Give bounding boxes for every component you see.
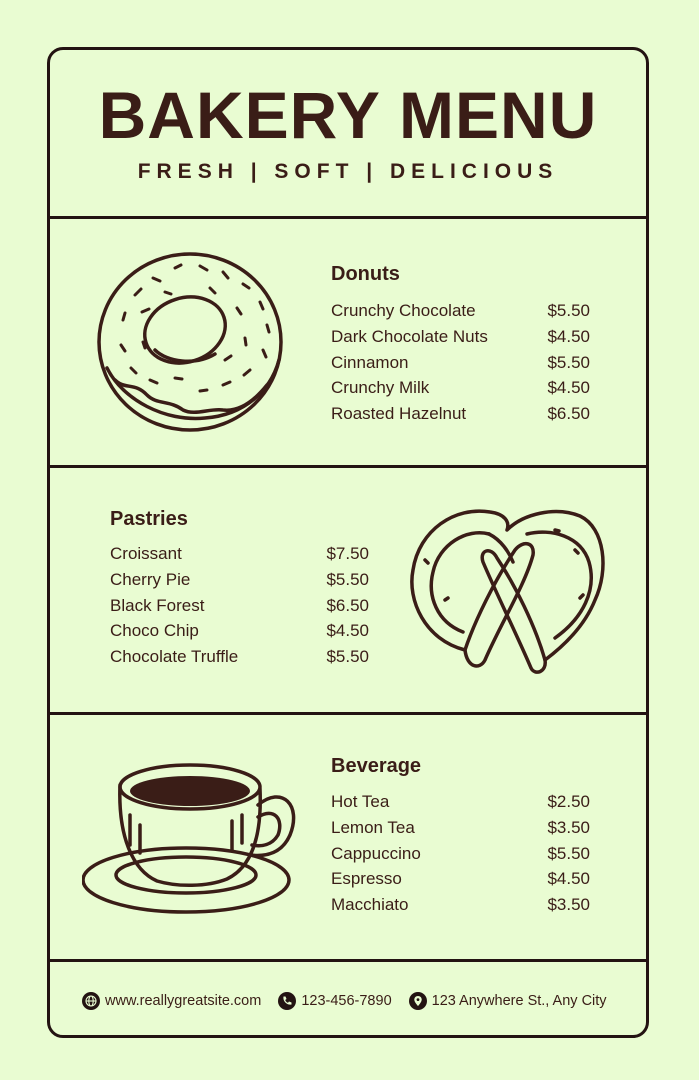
donuts-list	[331, 298, 590, 427]
item-price: $4.50	[547, 869, 590, 889]
pretzel-illustration	[405, 500, 610, 683]
menu-item	[331, 815, 590, 841]
section-title-beverage: Beverage	[331, 755, 422, 777]
menu-item	[110, 541, 369, 567]
item-price: $5.50	[547, 352, 590, 372]
menu-item	[110, 567, 369, 593]
item-price: $6.50	[326, 595, 369, 615]
item-name: Croissant	[110, 544, 182, 563]
website-contact[interactable]	[82, 992, 261, 1010]
phone-contact[interactable]	[278, 992, 391, 1010]
item-name: Hot Tea	[331, 792, 390, 811]
section-title-pastries: Pastries	[110, 508, 188, 530]
donut-illustration	[95, 250, 287, 439]
menu-item	[331, 892, 590, 918]
footer-contacts	[82, 988, 624, 1014]
item-name: Choco Chip	[110, 621, 199, 641]
item-name: Macchiato	[331, 895, 409, 915]
menu-item	[331, 350, 590, 376]
divider	[47, 712, 649, 715]
item-name: Espresso	[331, 869, 402, 889]
menu-title: BAKERY MENU	[98, 78, 598, 152]
address-text: 123 Anywhere St., Any City	[431, 993, 607, 1009]
item-price: $7.50	[326, 544, 369, 563]
menu-tagline: FRESH | SOFT | DELICIOUS	[137, 160, 559, 183]
menu-item	[110, 644, 369, 670]
item-price: $5.50	[326, 647, 369, 667]
item-name: Cappuccino	[331, 843, 421, 863]
item-price: $6.50	[547, 404, 590, 424]
item-price: $4.50	[547, 326, 590, 346]
item-price: $4.50	[326, 621, 369, 641]
item-price: $5.50	[326, 569, 369, 589]
item-price: $5.50	[547, 301, 590, 320]
item-name: Lemon Tea	[331, 817, 415, 837]
menu-item	[110, 593, 369, 619]
item-price: $4.50	[547, 378, 590, 398]
item-name: Dark Chocolate Nuts	[331, 326, 488, 346]
item-name: Chocolate Truffle	[110, 647, 239, 667]
item-price: $5.50	[547, 843, 590, 863]
coffee-cup-illustration	[82, 755, 297, 925]
item-name: Cherry Pie	[110, 569, 191, 589]
section-title-donuts: Donuts	[331, 263, 400, 285]
beverage-list	[331, 789, 590, 918]
item-price: $3.50	[547, 817, 590, 837]
item-price: $2.50	[547, 792, 590, 811]
menu-item	[331, 401, 590, 427]
menu-item	[331, 841, 590, 867]
item-name: Crunchy Chocolate	[331, 301, 476, 320]
website-text[interactable]: www.reallygreatsite.com	[105, 993, 262, 1009]
divider	[47, 216, 649, 219]
menu-item	[331, 324, 590, 350]
item-name: Crunchy Milk	[331, 378, 430, 398]
pastries-list	[110, 541, 369, 670]
divider	[47, 465, 649, 468]
phone-text[interactable]: 123-456-7890	[301, 993, 392, 1009]
item-name: Cinnamon	[331, 352, 409, 372]
menu-item	[331, 789, 590, 815]
item-price: $3.50	[547, 895, 590, 915]
item-name: Black Forest	[110, 595, 205, 615]
menu-item	[331, 375, 590, 401]
location-pin-icon	[409, 992, 427, 1010]
divider	[47, 959, 649, 962]
menu-item	[331, 866, 590, 892]
item-name: Roasted Hazelnut	[331, 404, 467, 424]
globe-icon	[82, 992, 100, 1010]
address-contact	[409, 992, 607, 1010]
menu-item	[110, 618, 369, 644]
phone-icon	[278, 992, 296, 1010]
menu-item	[331, 298, 590, 324]
